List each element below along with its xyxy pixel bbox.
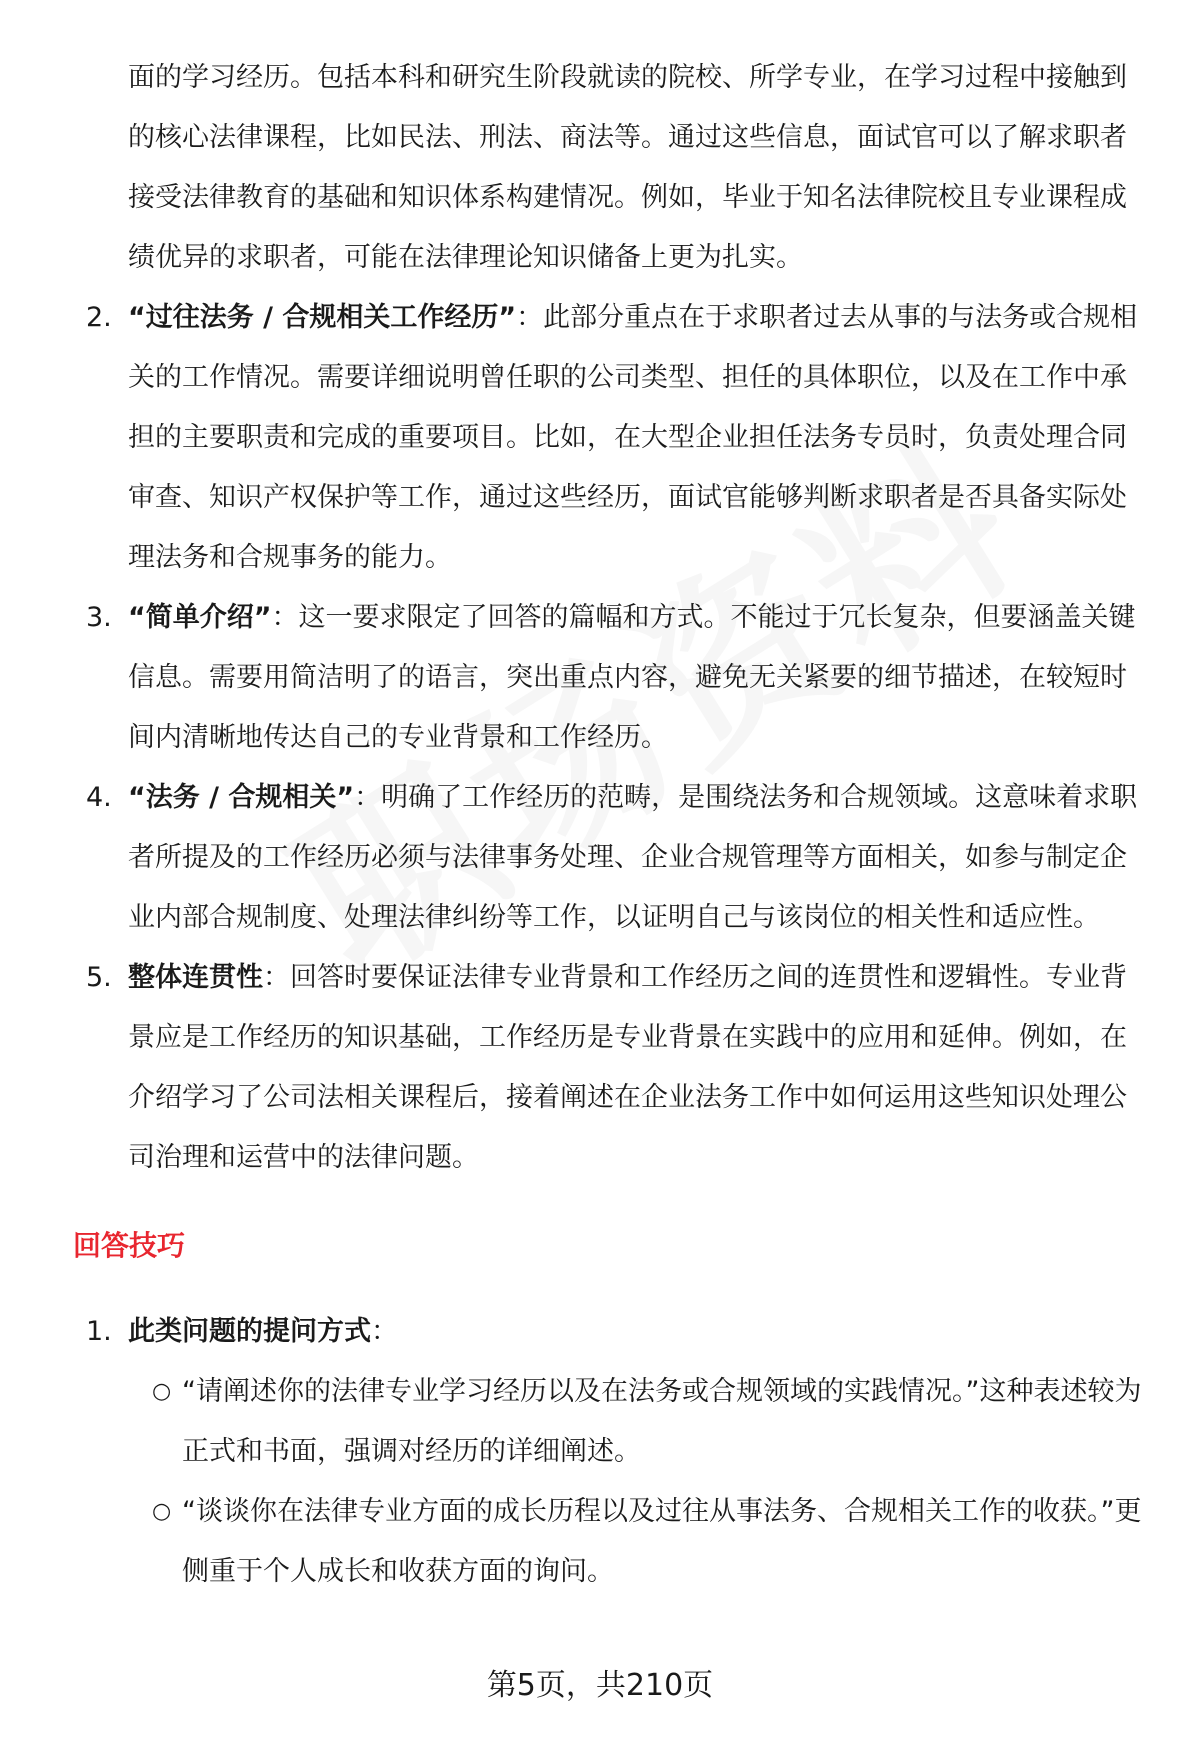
list-item bbox=[0, 288, 1200, 588]
list-item bbox=[0, 768, 1200, 948]
item-number: 2. bbox=[86, 302, 112, 333]
item-text: ：明确了工作经历的范畴，是围绕法务和合规领域。这意味着求职者所提及的工作经历必须与法律事务处理、企业合规管理等方面相关，如参与制定企业内部合规制度、处理法律纠纷等工作，以证明自己与该岗位的相关性和适应性。 bbox=[128, 782, 1138, 933]
item-lead: “过往法务 / 合规相关工作经历” bbox=[128, 302, 517, 333]
intro-paragraph: 面的学习经历。包括本科和研究生阶段就读的院校、所学专业，在学习过程中接触到的核心法律课程，比如民法、刑法、商法等。通过这些信息，面试官可以了解求职者接受法律教育的基础和知识体系构建情况。例如，毕业于知名法律院校且专业课程成绩优异的求职者，可能在法律理论知识储备上更为扎实。 bbox=[128, 62, 1127, 273]
points-list bbox=[0, 288, 1200, 1188]
page-footer: 第5页，共210页 bbox=[486, 1668, 714, 1703]
sub-list-item bbox=[0, 1362, 1200, 1482]
item-number: 3. bbox=[86, 602, 112, 633]
item-lead: 整体连贯性 bbox=[128, 962, 263, 993]
item-text: ：这一要求限定了回答的篇幅和方式。不能过于冗长复杂，但要涵盖关键信息。需要用简洁明了的语言，突出重点内容，避免无关紧要的细节描述，在较短时间内清晰地传达自己的专业背景和工作经历。 bbox=[128, 602, 1136, 753]
item-text: ：此部分重点在于求职者过去从事的与法务或合规相关的工作情况。需要详细说明曾任职的公司类型、担任的具体职位，以及在工作中承担的主要职责和完成的重要项目。比如，在大型企业担任法务专员时，负责处理合同审查、知识产权保护等工作，通过这些经历，面试官能够判断求职者是否具备实际处理法务和合规事务的能力。 bbox=[128, 302, 1138, 573]
sub-list-item bbox=[0, 1482, 1200, 1602]
list-item bbox=[0, 1302, 1200, 1362]
list-item bbox=[0, 948, 1200, 1188]
item-text: ： bbox=[371, 1316, 398, 1347]
item-lead: 此类问题的提问方式 bbox=[128, 1316, 371, 1347]
tips-list bbox=[0, 1302, 1200, 1362]
list-item bbox=[0, 588, 1200, 768]
sub-item-text: “请阐述你的法律专业学习经历以及在法务或合规领域的实践情况。”这种表述较为正式和书面，强调对经历的详细阐述。 bbox=[182, 1376, 1142, 1467]
section-title: 回答技巧 bbox=[73, 1229, 186, 1262]
page-content bbox=[0, 48, 1200, 1602]
item-number: 5. bbox=[86, 962, 112, 993]
tips-sub-list bbox=[0, 1362, 1200, 1602]
sub-item-text: “谈谈你在法律专业方面的成长历程以及过往从事法务、合规相关工作的收获。”更侧重于个人成长和收获方面的询问。 bbox=[182, 1496, 1142, 1587]
item-text: ：回答时要保证法律专业背景和工作经历之间的连贯性和逻辑性。专业背景应是工作经历的知识基础，工作经历是专业背景在实践中的应用和延伸。例如，在介绍学习了公司法相关课程后，接着阐述在企业法务工作中如何运用这些知识处理公司治理和运营中的法律问题。 bbox=[128, 962, 1127, 1173]
item-number: 1. bbox=[86, 1316, 112, 1347]
item-number: 4. bbox=[86, 782, 112, 813]
circle-bullet-icon: ○ bbox=[152, 1379, 172, 1404]
item-lead: “简单介绍” bbox=[128, 602, 272, 633]
item-lead: “法务 / 合规相关” bbox=[128, 782, 355, 813]
circle-bullet-icon: ○ bbox=[152, 1499, 172, 1524]
